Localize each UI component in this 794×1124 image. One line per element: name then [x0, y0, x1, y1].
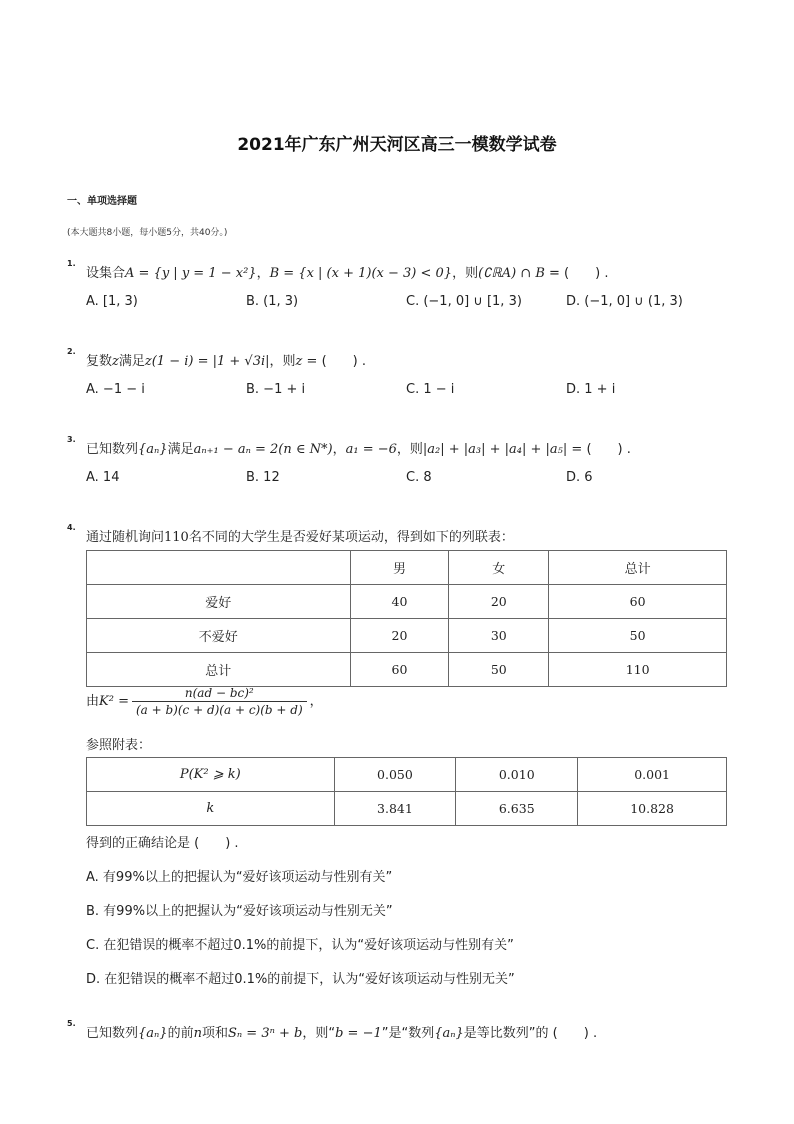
question-stem [86, 526, 514, 545]
option-a[interactable]: A. −1 − i [86, 382, 145, 397]
table-cell: 3.841 [334, 792, 456, 826]
formula-lhs: K² = [99, 694, 129, 709]
formula-text: ， [309, 694, 323, 709]
stem-text: 复数 [86, 354, 113, 369]
question-stem [86, 1022, 597, 1041]
option-c[interactable]: C. (−1, 0] ∪ [1, 3) [406, 294, 522, 309]
stem-math: a₁ = −6 [345, 442, 397, 457]
stem-text: 的前 [167, 1026, 194, 1041]
table-header-row [87, 551, 727, 585]
question-stem [86, 262, 608, 281]
table-cell: 0.001 [578, 758, 727, 792]
stem-text: ”是“数列 [381, 1026, 435, 1041]
stem-math: {aₙ} [434, 1026, 464, 1041]
stem-text: ， [256, 266, 270, 281]
stem-text: 已知数列 [86, 1026, 139, 1041]
table-cell: 50 [449, 653, 549, 687]
table-cell: 不爱好 [87, 619, 351, 653]
reference-label: 参照附表： [86, 738, 152, 753]
stem-math: Sₙ = 3ⁿ + b [227, 1026, 303, 1041]
stem-text: ，则 [396, 442, 423, 457]
section-heading: 一、单项选择题 [67, 196, 137, 207]
question-number: 3. [67, 435, 76, 444]
option-d[interactable]: D. 6 [566, 470, 593, 485]
formula-fraction [132, 686, 307, 717]
k-squared-formula [86, 686, 323, 717]
question-number: 1. [67, 259, 76, 268]
table-cell: 10.828 [578, 792, 727, 826]
table-cell: 20 [350, 619, 449, 653]
stem-math: 110 [164, 530, 189, 545]
stem-math: z = [295, 354, 318, 369]
option-d[interactable]: D. (−1, 0] ∪ (1, 3) [566, 294, 683, 309]
table-cell: 60 [350, 653, 449, 687]
critical-value-table [86, 757, 727, 826]
stem-math: z(1 − i) = |1 + √3i| [144, 354, 270, 369]
table-cell: 爱好 [87, 585, 351, 619]
option-b[interactable]: B. 有99%以上的把握认为“爱好该项运动与性别无关” [86, 904, 393, 919]
stem-text: = ( ) . [549, 266, 609, 281]
table-cell: 男 [350, 551, 449, 585]
option-b[interactable]: B. −1 + i [246, 382, 306, 397]
formula-text: 由 [86, 694, 100, 709]
stem-math: aₙ₊₁ − aₙ = 2(n ∈ N*) [193, 442, 333, 457]
table-cell: 30 [449, 619, 549, 653]
stem-text: 名不同的大学生是否爱好某项运动，得到如下的列联表： [188, 530, 514, 545]
table-cell: k [87, 792, 335, 826]
stem-text: ， [332, 442, 346, 457]
question-stem [86, 350, 366, 369]
contingency-table [86, 550, 727, 687]
option-d[interactable]: D. 1 + i [566, 382, 616, 397]
stem-math: |a₂| + |a₃| + |a₄| + |a₅| = [422, 442, 583, 457]
stem-text: 是等比数列”的 ( ) . [463, 1026, 598, 1041]
table-cell: 女 [449, 551, 549, 585]
option-d[interactable]: D. 在犯错误的概率不超过0.1%的前提下，认为“爱好该项运动与性别无关” [86, 972, 515, 987]
section-note: (本大题共8小题，每小题5分，共40分。) [67, 228, 228, 238]
stem-math: B = {x | (x + 1)(x − 3) < 0} [269, 266, 453, 281]
option-a[interactable]: A. 有99%以上的把握认为“爱好该项运动与性别有关” [86, 870, 393, 885]
stem-math: b = −1 [335, 1026, 382, 1041]
stem-text: ，则 [452, 266, 479, 281]
table-cell: P(K² ⩾ k) [87, 758, 335, 792]
table-cell: 20 [449, 585, 549, 619]
stem-text: 项和 [201, 1026, 228, 1041]
question-number: 5. [67, 1019, 76, 1028]
stem-math: {aₙ} [138, 442, 168, 457]
table-cell [87, 551, 351, 585]
table-row [87, 585, 727, 619]
question-stem [86, 438, 631, 457]
option-c[interactable]: C. 在犯错误的概率不超过0.1%的前提下，认为“爱好该项运动与性别有关” [86, 938, 514, 953]
table-row [87, 653, 727, 687]
stem-text: ( ) . [321, 354, 366, 369]
table-cell: 6.635 [456, 792, 578, 826]
table-row [87, 792, 727, 826]
table-cell: 总计 [549, 551, 727, 585]
table-cell: 40 [350, 585, 449, 619]
stem-math: z [112, 354, 119, 369]
stem-text: 通过随机询问 [86, 530, 165, 545]
stem-math: {aₙ} [138, 1026, 168, 1041]
stem-text: ( ) . [586, 442, 631, 457]
stem-text: 满足 [167, 442, 194, 457]
table-cell: 0.010 [456, 758, 578, 792]
formula-numerator: n(ad − bc)² [132, 686, 307, 702]
stem-math: (∁ℝA) ∩ B [478, 266, 545, 281]
option-b[interactable]: B. 12 [246, 470, 280, 485]
stem-text: ，则 [269, 354, 296, 369]
formula-denominator: (a + b)(c + d)(a + c)(b + d) [135, 703, 303, 717]
stem-text: 已知数列 [86, 442, 139, 457]
option-c[interactable]: C. 1 − i [406, 382, 455, 397]
table-cell: 50 [549, 619, 727, 653]
option-a[interactable]: A. 14 [86, 470, 120, 485]
table-row [87, 758, 727, 792]
conclusion-prompt: 得到的正确结论是 ( ) . [86, 836, 239, 851]
stem-text: 设集合 [86, 266, 126, 281]
stem-math: n [193, 1026, 202, 1041]
table-cell: 总计 [87, 653, 351, 687]
stem-text: 满足 [118, 354, 145, 369]
table-cell: 110 [549, 653, 727, 687]
table-cell: 0.050 [334, 758, 456, 792]
option-a[interactable]: A. [1, 3) [86, 294, 138, 309]
question-number: 2. [67, 347, 76, 356]
option-c[interactable]: C. 8 [406, 470, 432, 485]
table-row [87, 619, 727, 653]
stem-text: ，则“ [302, 1026, 336, 1041]
page-title: 2021年广东广州天河区高三一模数学试卷 [237, 135, 557, 155]
stem-math: A = {y | y = 1 − x²} [125, 266, 257, 281]
table-cell: 60 [549, 585, 727, 619]
option-b[interactable]: B. (1, 3) [246, 294, 299, 309]
question-number: 4. [67, 523, 76, 532]
